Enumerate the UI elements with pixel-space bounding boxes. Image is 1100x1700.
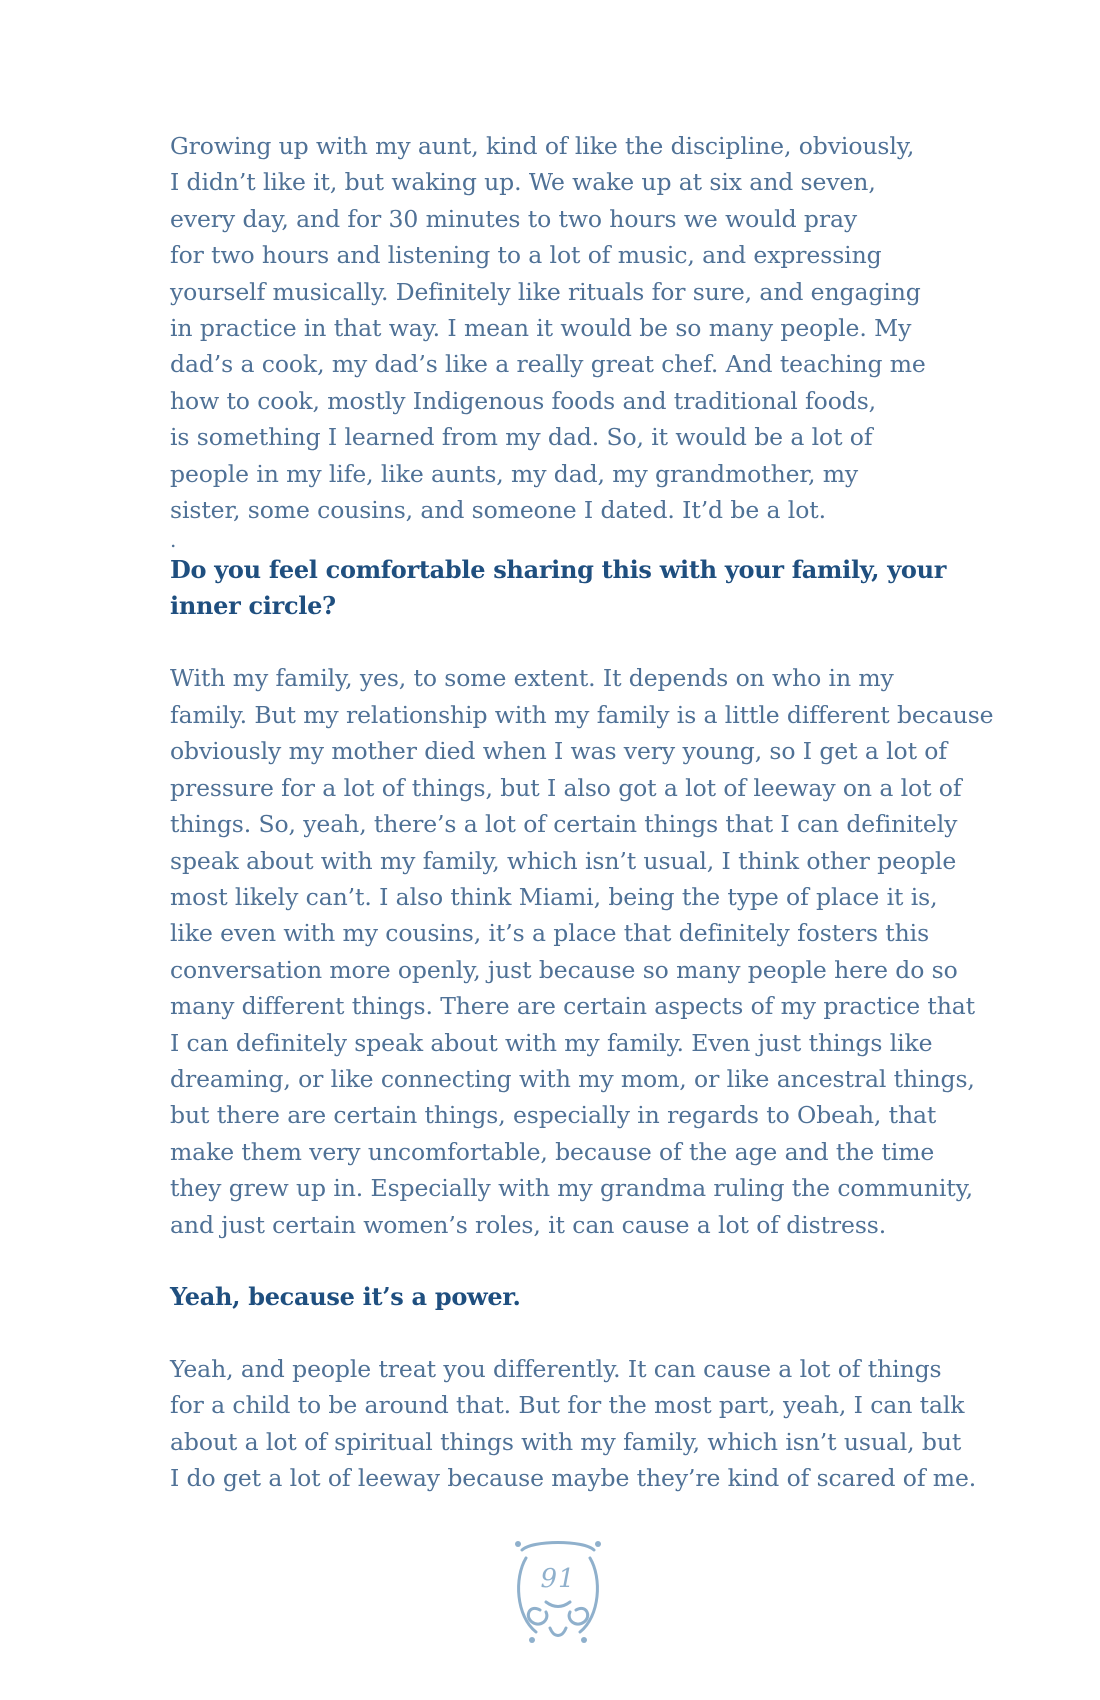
text-line: yourself musically. Definitely like rituals for sure, and engaging: [170, 277, 921, 306]
text-line: many different things. There are certain aspects of my practice that: [170, 992, 976, 1021]
text-line: every day, and for 30 minutes to two hours we would pray: [170, 204, 858, 233]
text-line: in practice in that way. I mean it would be so many people. My: [170, 314, 912, 343]
text-line: for two hours and listening to a lot of music, and expressing: [170, 241, 882, 270]
text-line: how to cook, mostly Indigenous foods and traditional foods,: [170, 386, 877, 415]
interviewer-question-2: [170, 1279, 970, 1315]
text-line: dad’s a cook, my dad’s like a really great chef. And teaching me: [170, 350, 926, 379]
text-line: they grew up in. Especially with my grandma ruling the community,: [170, 1174, 974, 1203]
answer-paragraph-1: [170, 128, 970, 528]
text-line: obviously my mother died when I was very young, so I get a lot of: [170, 737, 947, 766]
text-line: but there are certain things, especially in regards to Obeah, that: [170, 1101, 937, 1130]
text-line: about a lot of spiritual things with my family, which isn’t usual, but: [170, 1427, 962, 1456]
page-number-ornament: [510, 1538, 606, 1648]
text-line: like even with my cousins, it’s a place that definitely fosters this: [170, 919, 930, 948]
text-line: With my family, yes, to some extent. It depends on who in my: [170, 664, 894, 693]
text-line: Yeah, and people treat you differently. It can cause a lot of things: [170, 1354, 942, 1383]
text-line: most likely can’t. I also think Miami, being the type of place it is,: [170, 882, 938, 911]
text-line: for a child to be around that. But for the most part, yeah, I can talk: [170, 1391, 965, 1420]
text-line: things. So, yeah, there’s a lot of certain things that I can definitely: [170, 810, 958, 839]
text-line: I can definitely speak about with my family. Even just things like: [170, 1028, 933, 1057]
text-line: dreaming, or like connecting with my mom, or like ancestral things,: [170, 1064, 975, 1093]
page-number: 91: [540, 1564, 576, 1594]
stray-dot: .: [170, 528, 177, 553]
question-line: Yeah, because it’s a power.: [170, 1281, 521, 1311]
text-line: sister, some cousins, and someone I dated. It’d be a lot.: [170, 496, 826, 525]
question-line: Do you feel comfortable sharing this with your family, your: [170, 555, 947, 585]
interviewer-question-1: [170, 552, 970, 624]
text-line: people in my life, like aunts, my dad, my grandmother, my: [170, 459, 859, 488]
answer-paragraph-3: [170, 1351, 977, 1497]
text-line: I do get a lot of leeway because maybe they’re kind of scared of me.: [170, 1464, 977, 1493]
text-line: and just certain women’s roles, it can cause a lot of distress.: [170, 1210, 887, 1239]
page-content: [170, 128, 994, 1497]
text-line: I didn’t like it, but waking up. We wake up at six and seven,: [170, 168, 876, 197]
text-line: speak about with my family, which isn’t usual, I think other people: [170, 846, 957, 875]
answer-paragraph-2: [170, 660, 994, 1243]
text-line: pressure for a lot of things, but I also got a lot of leeway on a lot of: [170, 773, 962, 802]
question-line: inner circle?: [170, 591, 336, 621]
text-line: is something I learned from my dad. So, it would be a lot of: [170, 423, 873, 452]
text-line: conversation more openly, just because so many people here do so: [170, 955, 958, 984]
text-line: family. But my relationship with my family is a little different because: [170, 700, 994, 729]
text-line: make them very uncomfortable, because of the age and the time: [170, 1137, 935, 1166]
text-line: Growing up with my aunt, kind of like the discipline, obviously,: [170, 132, 915, 160]
